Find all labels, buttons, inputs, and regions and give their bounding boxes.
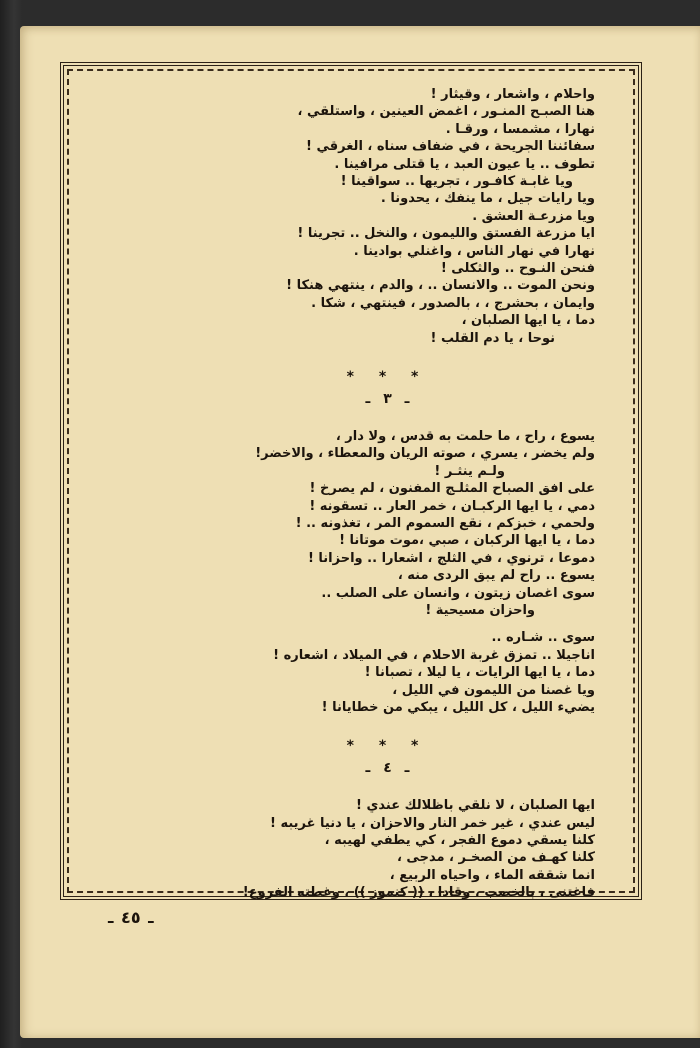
poem-line: نهارا في نهار الناس ، واغنلي بوادينا .	[353, 243, 595, 259]
poem-line: اناجيلا .. تمزق غربة الاحلام ، في الميلاد ، اشعاره !	[273, 647, 595, 663]
poem-line: يضيء الليل ، كل الليل ، يبكي من خطايانا !	[321, 700, 595, 715]
poem-line: يسوع ، راح ، ما حلمت به قدس ، ولا دار ،	[335, 428, 595, 444]
poem-line: وايمان ، بحشرج ، ، بالصدور ، فينتهي ، شكا .	[311, 295, 595, 311]
poem-line: نهارا ، مشمسا ، ورقـا .	[445, 121, 595, 137]
poem-line: كلنا كهـف من الصخـر ، مدجى ،	[396, 850, 595, 866]
poem-line: سوى .. شـاره ..	[491, 630, 595, 646]
poem-line: واحلام ، واشعار ، وقيثار !	[430, 87, 595, 102]
poem-line: ويا رايات جيل ، ما ينفك ، يحدونا .	[380, 191, 595, 207]
poem-line: على افق الصباح المثلـج المفنون ، لم يصرخ !	[309, 481, 595, 497]
poem-text	[90, 86, 595, 902]
poem-line: انما شققه الماء ، واحياه الربيع ،	[389, 867, 595, 883]
poem-line: ونحن الموت .. والانسان .. ، والدم ، ينتهي هنكا !	[286, 278, 595, 294]
poem-line: دمي ، يا ايها الركبـان ، خمر العار .. تسقونه !	[309, 498, 595, 514]
poem-line: ويا غصنا من الليمون في الليل ،	[392, 682, 595, 698]
page-number: ـ ٤٥ ـ	[108, 908, 154, 927]
poem-line: نوحا ، يا دم القلب !	[430, 330, 555, 346]
poem-line: ايا مزرعة الفستق والليمون ، والنخل .. تجرينا !	[297, 226, 595, 242]
section-number: ـ ٤ ـ	[365, 759, 410, 776]
poem-line: فنحن النـوح .. والثكلى !	[440, 261, 595, 277]
poem-line: هنا الصبـح المنـور ، اغمض العينين ، واستلقي ،	[297, 104, 595, 120]
poem-line: فاغتنى ، بالخصب ، وقادا ، (( كنموز )) ، وغطته الفروع!	[242, 885, 595, 901]
poem-line: دموعا ، ترنوي ، في الثلج ، اشعارا .. واحزانا !	[307, 550, 595, 566]
poem-line: دما ، يا ايها الرايات ، يا ليلا ، تصبانا !	[364, 665, 595, 681]
poem-line: تطوف .. يا عيون العبد ، يا قتلى مرافينا .	[334, 156, 595, 172]
poem-line: ليس عندي ، غير خمر النار والاحزان ، يا دنيا غريبه !	[270, 815, 595, 831]
poem-line: دما ، يا ايها الصلبان ،	[461, 313, 595, 329]
stanza-section-3	[90, 428, 595, 717]
poem-line: ولحمي ، خبزكم ، نقع السموم المر ، تغذونه .. !	[295, 515, 595, 531]
poem-line: دما ، يا ايها الركبان ، صبي ،موت موتانا !	[339, 533, 595, 549]
section-separator-stars: * * *	[346, 738, 429, 755]
section-number: ـ ٣ ـ	[365, 390, 410, 407]
poem-line: ولم يخضر ، يسري ، صوته الريان والمعطاء ، والاخضر!	[255, 446, 595, 462]
poem-line: ويا مزرعـة العشق .	[472, 208, 595, 224]
poem-line: كلنا يسقي دموع الفجر ، كي يطفي لهيبه ،	[324, 833, 595, 849]
poem-line: ولـم ينثـر !	[434, 463, 505, 479]
poem-line: سفائننا الجريحة ، في ضفاف سناه ، الغرقي !	[306, 139, 595, 155]
stanza-previous-section	[90, 86, 595, 347]
poem-line: سوى اغصان زيتون ، وانسان على الصلب ..	[321, 585, 595, 601]
poem-line: واحزان مسيحية !	[425, 602, 535, 618]
poem-line: ايها الصلبان ، لا نلقي باظلالك عندي !	[356, 798, 595, 814]
stanza-section-4	[90, 797, 595, 901]
section-separator-stars: * * *	[346, 369, 429, 386]
poem-line: ويا غابـة كافـور ، تجريها .. سواقينا !	[340, 174, 573, 190]
poem-line: يسوع .. راح لم يبق الردى منه ،	[397, 568, 595, 584]
